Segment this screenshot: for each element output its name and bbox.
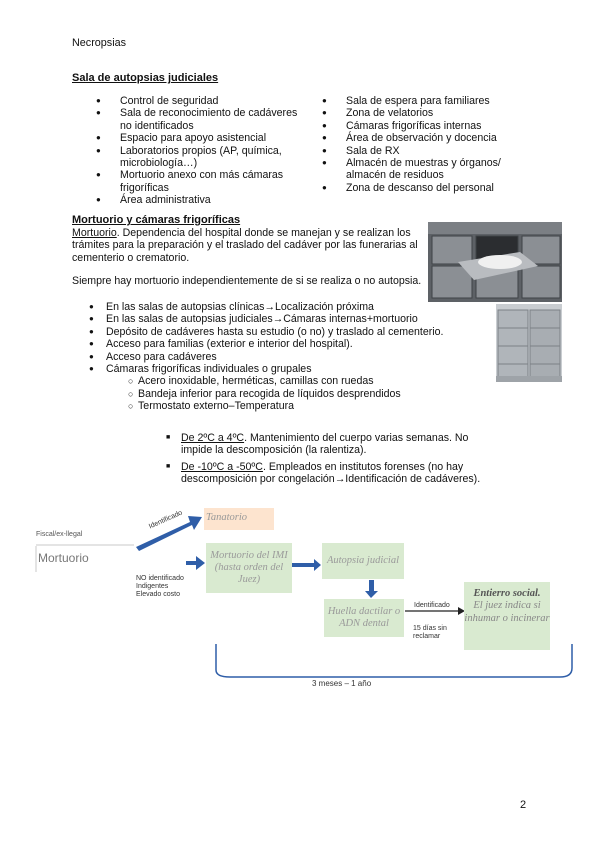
text-line: Elevado costo [136, 591, 180, 598]
label-identificado: Identificado [414, 602, 450, 609]
section-title-sala: Sala de autopsias judiciales [72, 72, 219, 84]
sub-list-item: ○ Termostato externo–Temperatura [72, 400, 472, 412]
list-item: ● Mortuorio anexo con más cámaras frigoríficas [96, 169, 301, 194]
list-item: ● Sala de RX [322, 145, 522, 157]
label-mortuorio: Mortuorio [38, 551, 89, 565]
box-mortuorio-imi: Mortuorio del IMI (hasta orden del Juez) [206, 543, 292, 593]
label-duration: 3 meses – 1 año [312, 679, 372, 688]
list-item: ● Acceso para familias (exterior e interior del hospital). [72, 338, 472, 350]
list-item: ● Sala de espera para familiares [322, 95, 522, 107]
list-item: ● Área administrativa [96, 194, 301, 206]
list-item: ● Área de observación y docencia [322, 132, 522, 144]
label-fiscal: Fiscal/ex-llegal [36, 531, 83, 538]
list-item: ● Zona de velatorios [322, 107, 522, 119]
page-number: 2 [520, 799, 527, 811]
temp-range: De 2ºC a 4ºC [181, 432, 245, 444]
box-autopsia-judicial: Autopsia judicial [322, 543, 404, 579]
page-header: Necropsias [72, 37, 127, 49]
temp-range: De -10ºC a -50ºC [181, 460, 263, 473]
list-item: ● Sala de reconocimiento de cadáveres no identificados [96, 107, 301, 132]
arrow-imi-autopsia-head [314, 559, 321, 571]
temp-text: . Empleados en institutos forenses (no hay descomposición por congelación→Identificación de cadáveres). [181, 460, 481, 486]
list-item: ● Espacio para apoyo asistencial [96, 132, 301, 144]
arrow-imi-autopsia [292, 563, 314, 567]
list-item: ● En las salas de autopsias judiciales→Cámaras internas+mortuorio [72, 313, 472, 325]
list-item: ● Almacén de muestras y órganos/ almacén de residuos [322, 157, 522, 182]
temp-text: . Mantenimiento del cuerpo varias semanas. No impide la descomposición (la ralentiza). [181, 432, 469, 457]
list-item: ● Laboratorios propios (AP, química, microbiología…) [96, 145, 301, 170]
no-identificado-list [136, 575, 184, 599]
list-item: ● Control de seguridad [96, 95, 301, 107]
arrow-to-imi [186, 556, 205, 570]
definition-text: . Dependencia del hospital donde se manejan y se realizan los trámites para la preparación y el traslado del cadáver por las funerarias al cementerio o crematorio. [72, 227, 418, 264]
text-line: NO identificado [136, 575, 184, 582]
box-tanatorio: Tanatorio [206, 512, 248, 523]
arrow-autopsia-huella [369, 580, 374, 592]
label-identificado-arrow: Identificado [148, 509, 184, 531]
list-item: ● Cámaras frigoríficas individuales o grupales [72, 363, 472, 375]
label-15-dias: 15 días sin reclamar [413, 625, 447, 640]
list-item: ● Acceso para cadáveres [72, 351, 472, 363]
entierro-title: Entierro social. [473, 588, 541, 599]
box-huella-adn: Huella dactilar o ADN dental [324, 599, 404, 637]
list-item: ● Zona de descanso del personal [322, 182, 522, 194]
list-item: ● En las salas de autopsias clínicas→Localización próxima [72, 301, 472, 313]
sub-list-item: ○ Acero inoxidable, herméticas, camillas con ruedas [72, 375, 472, 387]
mortuorio-note: Siempre hay mortuorio independientemente de si se realiza o no autopsia. [72, 275, 422, 287]
list-item: ● Depósito de cadáveres hasta su estudio (o no) y traslado al cementerio. [72, 326, 472, 338]
entierro-text: El juez indica si inhumar o incinerar [464, 600, 550, 624]
box-entierro-social [464, 582, 550, 650]
list-item: ● Cámaras frigoríficas internas [322, 120, 522, 132]
arrow-autopsia-huella-head [365, 591, 378, 598]
sub-list-item: ○ Bandeja inferior para recogida de líquidos desprendidos [72, 388, 472, 400]
section-title-mortuorio: Mortuorio y cámaras frigoríficas [72, 214, 241, 226]
term-mortuorio: Mortuorio [72, 227, 117, 239]
text-line: Indigentes [136, 583, 169, 590]
